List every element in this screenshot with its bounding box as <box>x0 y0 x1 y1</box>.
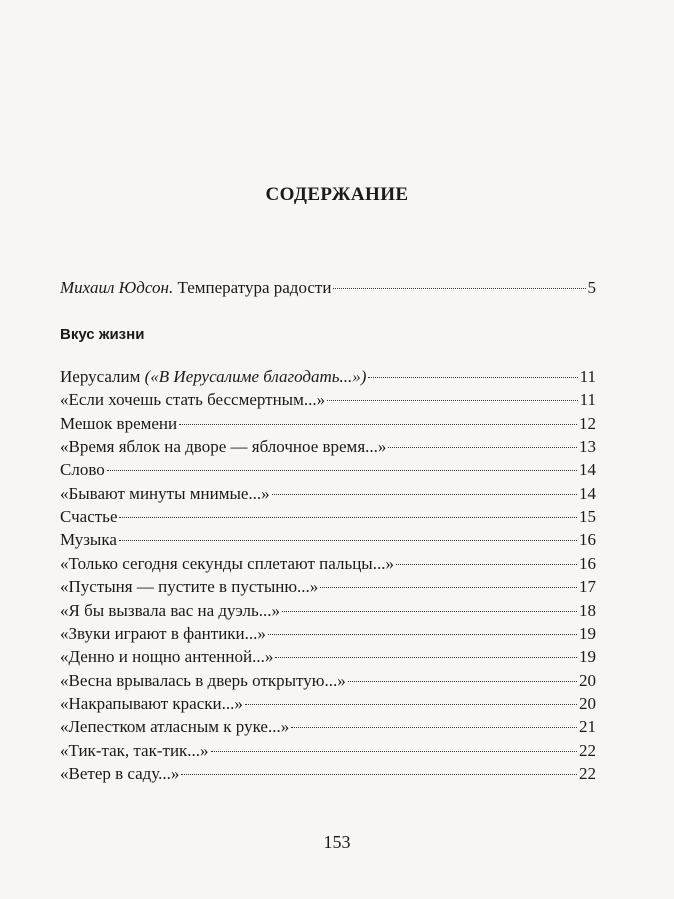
toc-entry <box>60 693 596 715</box>
page-number: 15 <box>579 507 596 527</box>
toc-entry <box>60 600 596 622</box>
toc-entry-title: «Только сегодня секунды сплетают пальцы...» <box>60 553 394 573</box>
toc-entry <box>60 670 596 692</box>
toc-entry-title: «Пустыня — пустите в пустыню...» <box>60 577 319 597</box>
toc-entry-text <box>60 389 325 411</box>
page-number: 20 <box>579 670 596 690</box>
toc-entry-title: «Я бы вызвала вас на дуэль...» <box>60 600 281 620</box>
toc-entry-title: «Бывают минуты мнимые...» <box>60 483 270 503</box>
toc-entry <box>60 506 596 528</box>
dot-leader <box>291 726 577 728</box>
dot-leader <box>181 773 577 775</box>
toc-entry-title: Счастье <box>60 507 118 527</box>
dot-leader <box>179 423 577 425</box>
toc-entry <box>60 553 596 575</box>
toc-entry <box>60 646 596 668</box>
page-number: 16 <box>579 553 596 573</box>
author-name: Михаил Юдсон. <box>60 278 174 297</box>
page-number: 11 <box>579 367 596 386</box>
dot-leader <box>396 563 577 565</box>
page-number: 19 <box>579 623 596 643</box>
dot-leader <box>333 287 585 289</box>
toc-entry-title: «Денно и нощно антенной...» <box>60 647 274 667</box>
dot-leader <box>119 516 577 518</box>
page-number: 14 <box>579 483 596 503</box>
page-number: 14 <box>579 460 596 480</box>
toc-entry-title: «Время яблок на дворе — яблочное время...» <box>60 437 387 457</box>
dot-leader <box>282 610 577 612</box>
toc-entry-text <box>60 459 105 481</box>
toc-entry-text <box>60 483 270 505</box>
folio-page-number: 153 <box>323 832 351 852</box>
page-number: 20 <box>579 693 596 713</box>
toc-entry <box>60 763 596 785</box>
toc-entry-title: «Накрапывают краски...» <box>60 693 243 713</box>
toc-entry <box>60 483 596 505</box>
toc-entry-title: Иерусалим <box>60 367 145 386</box>
toc-entry-subtitle: («В Иерусалиме благодать...») <box>144 367 367 386</box>
page-number: 13 <box>579 437 596 457</box>
intro-title: Температура радости <box>177 278 332 297</box>
dot-leader <box>320 586 577 588</box>
toc-entry-text <box>60 716 289 738</box>
toc-entry-text <box>60 623 266 645</box>
toc-entry <box>60 459 596 481</box>
toc-entry-text <box>60 506 117 528</box>
dot-leader <box>327 399 578 401</box>
dot-leader <box>107 469 577 471</box>
toc-entry-text <box>60 763 179 785</box>
page-number: 11 <box>579 390 596 410</box>
dot-leader <box>368 376 577 378</box>
toc-entry-title: «Если хочешь стать бессмертным...» <box>60 390 326 410</box>
page-number: 16 <box>579 530 596 550</box>
toc-entry-title: Музыка <box>60 530 117 550</box>
page-number: 22 <box>579 763 596 783</box>
toc-entry-text <box>60 600 280 622</box>
section-heading: Вкус жизни <box>60 326 145 343</box>
toc-entry-text <box>60 670 346 692</box>
toc-entry <box>60 366 596 388</box>
toc-entry <box>60 436 596 458</box>
dot-leader <box>348 680 577 682</box>
toc-entry-text <box>60 436 386 458</box>
toc-entry <box>60 576 596 598</box>
page-number: 5 <box>587 278 596 297</box>
page-number: 22 <box>579 740 596 760</box>
toc-entry-text <box>60 740 209 762</box>
page-number: 21 <box>579 717 596 737</box>
toc-entry-title: «Лепестком атласным к руке...» <box>60 717 290 737</box>
page-number: 17 <box>579 577 596 597</box>
toc-entry-text <box>60 576 318 598</box>
toc-entry <box>60 740 596 762</box>
toc-entry <box>60 716 596 738</box>
toc-entry-text <box>60 646 273 668</box>
toc-entry <box>60 413 596 435</box>
toc-entry-text <box>60 529 117 551</box>
dot-leader <box>211 750 577 752</box>
toc-entry <box>60 389 596 411</box>
dot-leader <box>268 633 577 635</box>
dot-leader <box>275 656 577 658</box>
toc-entry-title: «Весна врывалась в дверь открытую...» <box>60 670 346 690</box>
toc-entry-text <box>60 277 331 299</box>
dot-leader <box>245 703 577 705</box>
page-title: СОДЕРЖАНИЕ <box>265 184 409 205</box>
toc-entry-title: «Звуки играют в фантики...» <box>60 623 266 643</box>
toc-entry-title: «Тик-так, так-тик...» <box>60 740 209 760</box>
page-number: 18 <box>579 600 596 620</box>
toc-intro-entry <box>60 277 596 299</box>
toc-entry-title: Слово <box>60 460 105 480</box>
page-number: 19 <box>579 647 596 667</box>
dot-leader <box>119 539 577 541</box>
toc-entry-text <box>60 366 366 388</box>
toc-entry-text <box>60 553 394 575</box>
toc-entry-title: Мешок времени <box>60 413 178 433</box>
toc-entry-title: «Ветер в саду...» <box>60 763 180 783</box>
dot-leader <box>388 446 577 448</box>
page-number: 12 <box>579 413 596 433</box>
dot-leader <box>272 493 577 495</box>
toc-entry <box>60 529 596 551</box>
toc-entry-text <box>60 693 243 715</box>
toc-entry-text <box>60 413 177 435</box>
toc-entry <box>60 623 596 645</box>
